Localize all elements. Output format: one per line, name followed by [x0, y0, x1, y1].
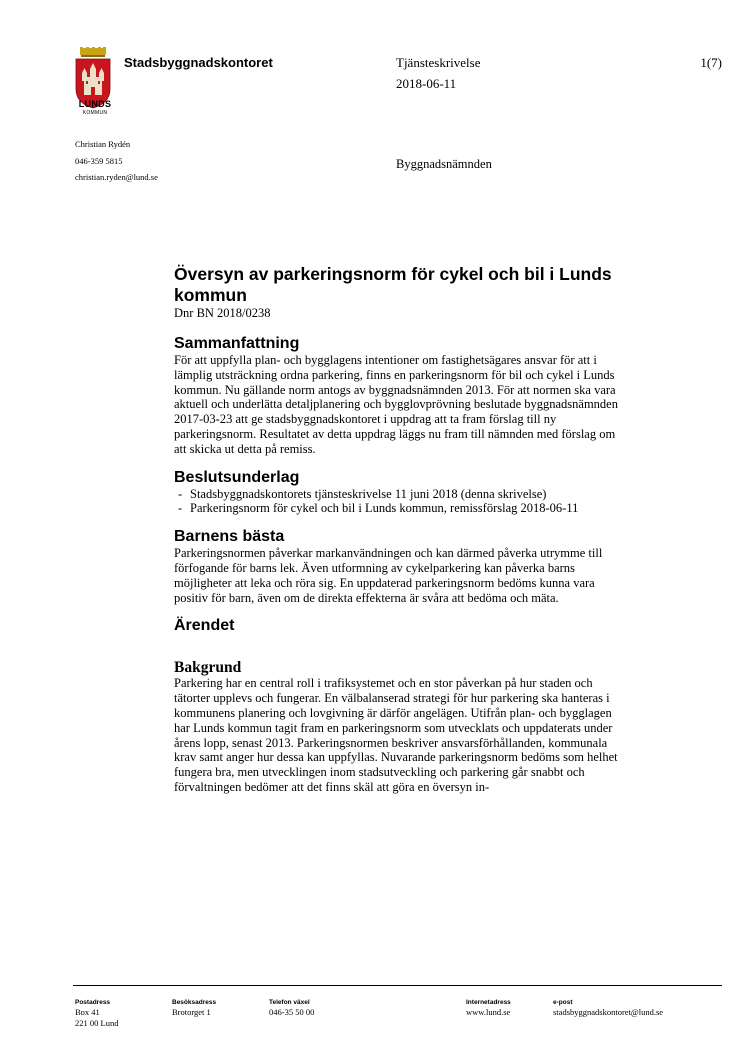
- basis-item-1: Stadsbyggnadskontorets tjänsteskrivelse 11 juni 2018 (denna skrivelse): [190, 486, 547, 501]
- footer-web-label: Internetadress: [466, 999, 511, 1006]
- document-date: 2018-06-11: [396, 76, 457, 91]
- footer-postal-label: Postadress: [75, 999, 111, 1006]
- footer-phone-line1: 046-35 50 00: [269, 1007, 315, 1017]
- footer-visit-line1: Brotorget 1: [172, 1007, 211, 1017]
- contact-name: Christian Rydén: [75, 139, 131, 149]
- section-basis: [174, 469, 622, 517]
- section-background: [174, 659, 622, 794]
- list-item: - Stadsbyggnadskontorets tjänsteskrivelse 11 juni 2018 (denna skrivelse): [178, 486, 547, 501]
- background-text: Parkering har en central roll i trafiksystemet och en stor påverkan på hur staden och tätorter upplevs och fungerar. En välbalanserad strategi för hur parkering ska hanteras i kommunens planering och lovgivning är därför angelägen. Utifrån plan- och bygglagen har Lunds kommun tagit fram en parkeringsnorm som utvecklats och uppdaterats under årens lopp, senast 2013. Parkeringsnormen beskriver ansvarsförhållanden, kommunala krav samt anger hur dessa kan uppfyllas. Nuvarande parkeringsnorm bedöms som helhet fungera bra, men utvecklingen inom stadsutveckling och parkering går snabbt och förvaltningen bedömer att det finns skäl att göra en översyn in-: [174, 676, 618, 794]
- section-matter: [174, 617, 622, 635]
- document-body: [174, 264, 622, 795]
- background-heading: Bakgrund: [174, 659, 242, 677]
- footer-postal-line1: Box 41: [75, 1007, 100, 1017]
- footer-visit: [172, 999, 216, 1018]
- document-dnr: Dnr BN 2018/0238: [174, 306, 271, 320]
- footer-web-link[interactable]: www.lund.se: [466, 1007, 511, 1017]
- summary-text: För att uppfylla plan- och bygglagens intentioner om fastighetsägares ansvar för att i lämplig utsträckning ordna parkering, finns en parkeringsnorm för bil och cykel i Lunds kommun. Nu gällande norm antogs av byggnadsnämnden 2013. För att normen ska vara aktuell och underlätta detaljplanering och bygglovprövning beslutade byggnadsnämnden 2017-03-23 att ge stadsbyggnadskontoret i uppdrag att ta fram förslag till ny parkeringsnorm. Resultatet av detta uppdrag läggs nu fram till nämnden med förslag om att skicka ut detta på remiss.: [174, 353, 618, 456]
- footer-divider: [73, 985, 722, 986]
- recipient: Byggnadsnämnden: [396, 157, 492, 171]
- page-number: 1(7): [700, 55, 722, 70]
- children-heading: Barnens bästa: [174, 528, 285, 546]
- footer-email-label: e-post: [553, 999, 573, 1006]
- matter-heading: Ärendet: [174, 617, 235, 635]
- section-children: [174, 528, 622, 605]
- footer-phone: [269, 999, 314, 1018]
- footer-postal-line2: 221 00 Lund: [75, 1018, 119, 1028]
- document-title: Översyn av parkeringsnorm för cykel och bil i Lunds kommun: [174, 264, 612, 305]
- section-summary: [174, 335, 622, 457]
- footer-email: [553, 999, 663, 1018]
- logo-text-kommun: KOMMUN: [82, 110, 108, 116]
- basis-heading: Beslutsunderlag: [174, 468, 300, 486]
- footer-postal: [75, 999, 118, 1029]
- contact-email: christian.ryden@lund.se: [75, 172, 158, 182]
- logo-wordmark: [73, 100, 117, 118]
- basis-list: [174, 487, 622, 517]
- footer-email-link[interactable]: stadsbyggnadskontoret@lund.se: [553, 1007, 664, 1017]
- basis-item-2: Parkeringsnorm för cykel och bil i Lunds kommun, remissförslag 2018-06-11: [190, 501, 579, 516]
- children-text: Parkeringsnormen påverkar markanvändningen och kan därmed påverka utrymme till förfogande för barns lek. Även utformning av cykelparkering kan påverka barns möjligheter att leka och röra sig. En uppdaterad parkeringsnorm bedöms kunna vara positiv för barn, även om de direkta effekterna är svåra att bedöma och mäta.: [174, 546, 603, 605]
- summary-heading: Sammanfattning: [174, 335, 300, 352]
- contact-phone: 046-359 5815: [75, 155, 123, 166]
- list-item: - Parkeringsnorm för cykel och bil i Lunds kommun, remissförslag 2018-06-11: [178, 501, 579, 516]
- footer-phone-label: Telefon växel: [269, 999, 310, 1006]
- office-name: Stadsbyggnadskontoret: [124, 55, 273, 70]
- footer-web: [466, 999, 511, 1018]
- footer-visit-label: Besöksadress: [172, 999, 217, 1006]
- document-type: Tjänsteskrivelse: [396, 55, 481, 70]
- contact-block: [75, 136, 158, 186]
- logo-text-lunds: LUNDS: [78, 99, 112, 109]
